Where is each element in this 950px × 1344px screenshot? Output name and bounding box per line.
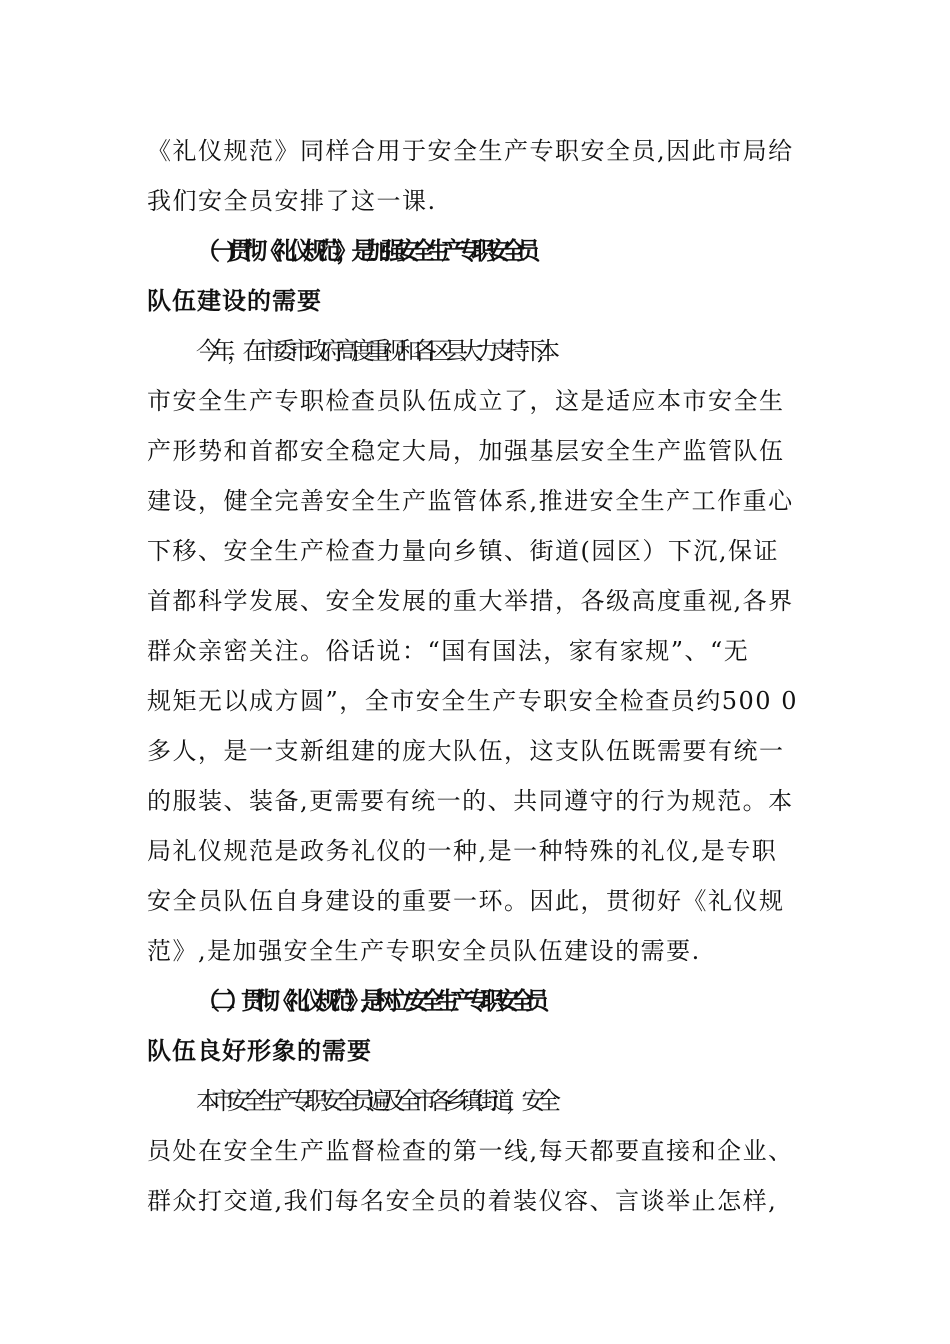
paragraph-line: 局礼仪规范是政务礼仪的一种,是一种特殊的礼仪,是专职 xyxy=(147,837,778,865)
paragraph-line: 本市安全生产专职安全员遍及全市各乡镇街道，安全 xyxy=(196,1087,553,1115)
paragraph-line: 安全员队伍自身建设的重要一环。因此，贯彻好《礼仪规 xyxy=(147,887,785,915)
section-heading: 队伍建设的需要 xyxy=(147,286,322,315)
paragraph-line: 今年，在市委市政府高度重视和各区县大力支持下,本 xyxy=(196,337,552,365)
paragraph-line: 建设，健全完善安全生产监管体系,推进安全生产工作重心 xyxy=(147,487,794,515)
paragraph-line: 群众亲密关注。俗话说：“国有国法，家有家规”、“无 xyxy=(147,637,750,665)
paragraph-line: 规矩无以成方圆”，全市安全生产专职安全检查员约500 0 xyxy=(147,687,798,715)
paragraph-line: 员处在安全生产监督检查的第一线,每天都要直接和企业、 xyxy=(147,1137,794,1165)
paragraph-line: 多人，是一支新组建的庞大队伍，这支队伍既需要有统一 xyxy=(147,737,785,765)
paragraph-line: 首都科学发展、安全发展的重大举措，各级高度重视,各界 xyxy=(147,587,794,615)
paragraph-line: 群众打交道,我们每名安全员的着装仪容、言谈举止怎样, xyxy=(147,1187,778,1215)
paragraph-line: 我们安全员安排了这一课. xyxy=(147,187,437,215)
paragraph-line: 范》,是加强安全生产专职安全员队伍建设的需要. xyxy=(147,937,701,965)
paragraph-line: 市安全生产专职检查员队伍成立了，这是适应本市安全生 xyxy=(147,387,785,415)
section-heading: （一)贯彻《礼仪规范》，是加强安全生产专职安全员 xyxy=(196,236,532,265)
section-heading: 队伍良好形象的需要 xyxy=(147,1036,372,1065)
paragraph-line: 《礼仪规范》同样合用于安全生产专职安全员,因此市局给 xyxy=(147,137,794,165)
paragraph-line: 的服装、装备,更需要有统一的、共同遵守的行为规范。本 xyxy=(147,787,794,815)
section-heading: （二）贯彻《礼仪规范》,是树立安全生产专职安全员 xyxy=(196,986,541,1015)
paragraph-line: 产形势和首都安全稳定大局，加强基层安全生产监管队伍 xyxy=(147,437,785,465)
paragraph-line: 下移、安全生产检查力量向乡镇、街道(园区）下沉,保证 xyxy=(147,537,779,565)
